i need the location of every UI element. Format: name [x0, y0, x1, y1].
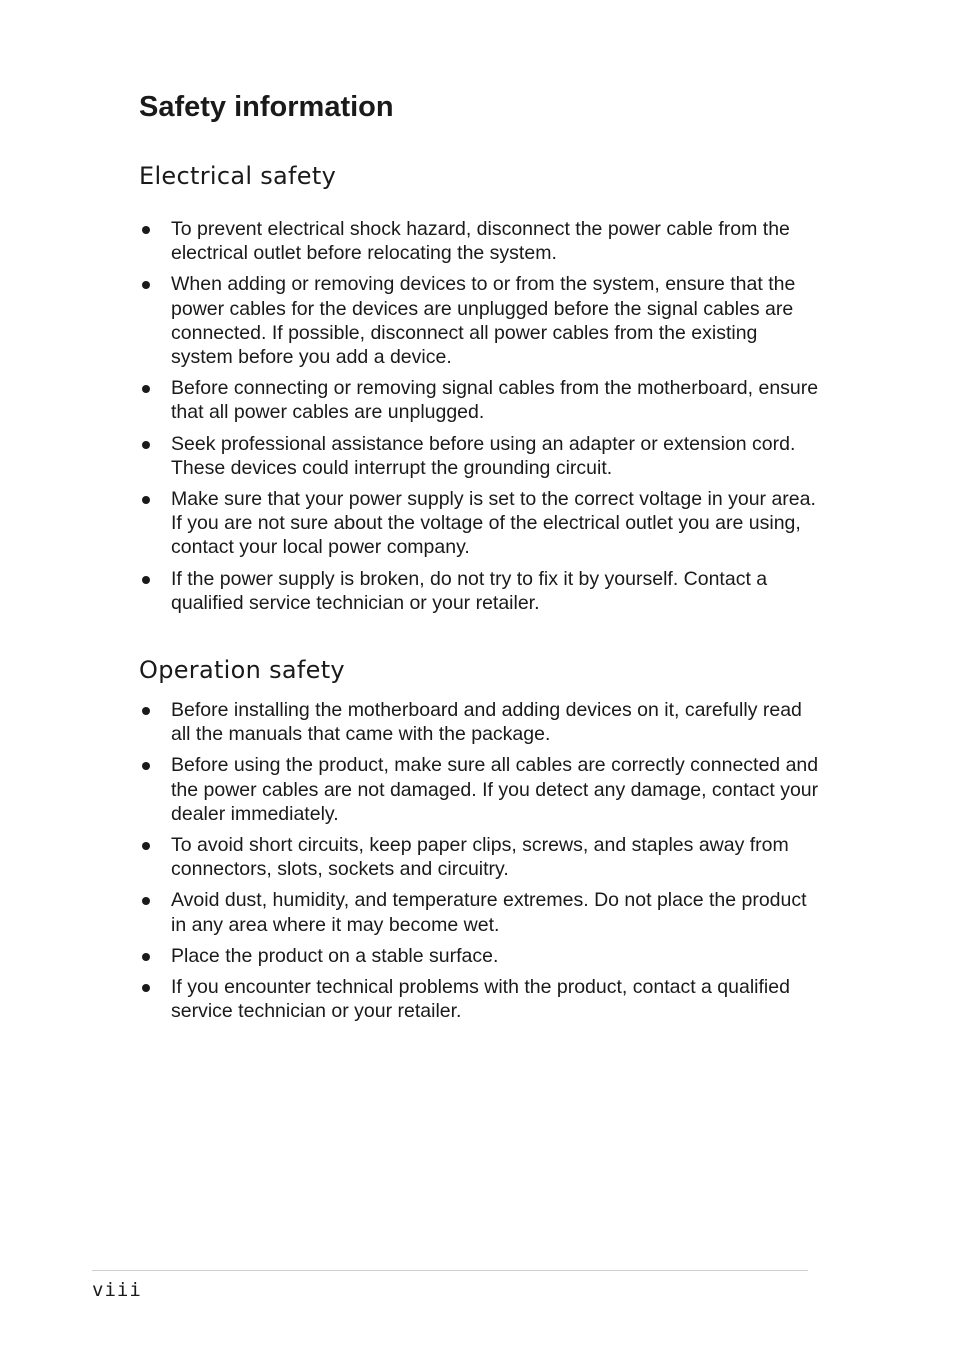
list-item: [139, 888, 819, 936]
list-item: [139, 376, 819, 424]
list-item: [139, 567, 819, 615]
list-item-text: Before connecting or removing signal cables from the motherboard, ensure that all power cables are unplugged.: [171, 377, 819, 424]
bullet-icon: [142, 281, 150, 289]
bullet-icon: [142, 953, 150, 961]
list-item-text: Before using the product, make sure all cables are correctly connected and the power cables are not damaged. If you detect any damage, contact your dealer immediately.: [171, 754, 819, 825]
list-item-text: To prevent electrical shock hazard, disconnect the power cable from the electrical outlet before relocating the system.: [171, 218, 790, 265]
list-item-text: If the power supply is broken, do not try to fix it by yourself. Contact a qualified service technician or your retailer.: [171, 567, 768, 614]
bullet-icon: [142, 762, 150, 770]
list-item: [139, 753, 819, 826]
page-number: viii: [92, 1279, 142, 1301]
bullet-icon: [142, 385, 150, 393]
list-item: [139, 487, 819, 560]
bullet-icon: [142, 707, 150, 715]
list-item-text: If you encounter technical problems with the product, contact a qualified service technician or your retailer.: [171, 976, 790, 1023]
bullet-icon: [142, 984, 150, 992]
list-item: [139, 272, 819, 369]
footer-divider: [92, 1270, 808, 1271]
list-item-text: Seek professional assistance before using an adapter or extension cord. These devices could interrupt the grounding circuit.: [171, 432, 796, 479]
list-item: [139, 698, 819, 746]
list-item-text: To avoid short circuits, keep paper clips, screws, and staples away from connectors, slots, sockets and circuitry.: [171, 834, 789, 881]
electrical-safety-heading: Electrical safety: [139, 162, 337, 190]
operation-safety-list: [139, 698, 819, 1030]
bullet-icon: [142, 576, 150, 584]
electrical-safety-list: [139, 217, 819, 622]
list-item-text: Before installing the motherboard and adding devices on it, carefully read all the manuals that came with the package.: [171, 699, 802, 746]
list-item-text: Avoid dust, humidity, and temperature extremes. Do not place the product in any area where it may become wet.: [171, 889, 807, 936]
bullet-icon: [142, 496, 150, 504]
list-item: [139, 944, 819, 968]
list-item: [139, 975, 819, 1023]
bullet-icon: [142, 226, 150, 234]
bullet-icon: [142, 897, 150, 905]
list-item-text: When adding or removing devices to or from the system, ensure that the power cables for the devices are unplugged before the signal cables are connected. If possible, disconnect all power cables from the existing system before you add a device.: [171, 273, 796, 369]
page-title: Safety information: [139, 91, 394, 123]
bullet-icon: [142, 842, 150, 850]
bullet-icon: [142, 441, 150, 449]
list-item-text: Place the product on a stable surface.: [171, 944, 499, 967]
operation-safety-heading: Operation safety: [139, 656, 345, 684]
list-item-text: Make sure that your power supply is set to the correct voltage in your area. If you are not sure about the voltage of the electrical outlet you are using, contact your local power company.: [171, 488, 816, 559]
list-item: [139, 432, 819, 480]
list-item: [139, 217, 819, 265]
list-item: [139, 833, 819, 881]
